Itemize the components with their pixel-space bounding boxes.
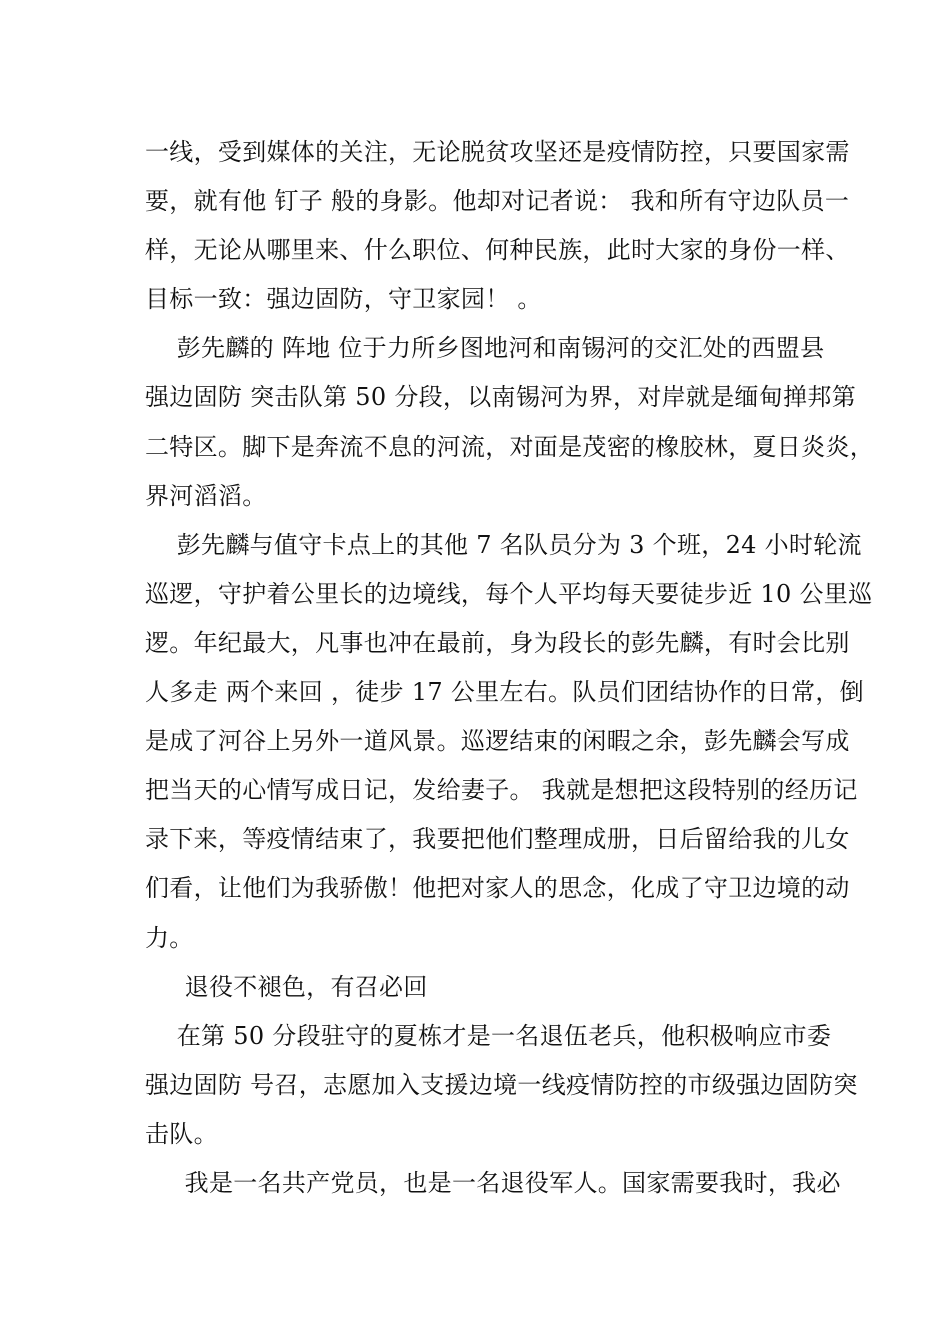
text-line: 录下来，等疫情结束了，我要把他们整理成册，日后留给我的儿女 bbox=[145, 825, 850, 854]
text-line: 在第 50 分段驻守的夏栋才是一名退伍老兵，他积极响应市委 bbox=[145, 1021, 832, 1050]
text-line: 力。 bbox=[145, 923, 194, 952]
text-line: 样，无论从哪里来、什么职位、何种民族，此时大家的身份一样、 bbox=[145, 236, 850, 265]
text-line: 人多走 两个来回 ，徒步 17 公里左右。队员们团结协作的日常，倒 bbox=[145, 678, 864, 707]
text-line: 要，就有他 钉子 般的身影。他却对记者说： 我和所有守边队员一 bbox=[145, 187, 850, 216]
text-line: 二特区。脚下是奔流不息的河流，对面是茂密的橡胶林，夏日炎炎， bbox=[145, 432, 874, 461]
text-line: 把当天的心情写成日记，发给妻子。 我就是想把这段特别的经历记 bbox=[145, 776, 858, 805]
text-line: 强边固防 号召，志愿加入支援边境一线疫情防控的市级强边固防突 bbox=[145, 1070, 858, 1099]
text-line: 彭先麟的 阵地 位于力所乡图地河和南锡河的交汇处的西盟县 bbox=[145, 334, 825, 363]
text-line: 目标一致：强边固防，守卫家园！ 。 bbox=[145, 285, 542, 314]
section-heading: 退役不褪色，有召必回 bbox=[145, 972, 428, 1001]
text-line: 一线，受到媒体的关注，无论脱贫攻坚还是疫情防控，只要国家需 bbox=[145, 138, 850, 166]
text-line: 逻。年纪最大，凡事也冲在最前，身为段长的彭先麟，有时会比别 bbox=[145, 628, 850, 657]
text-line: 我是一名共产党员，也是一名退役军人。国家需要我时，我必 bbox=[145, 1168, 841, 1197]
text-line: 彭先麟与值守卡点上的其他 7 名队员分为 3 个班，24 小时轮流 bbox=[145, 530, 862, 559]
text-line: 巡逻，守护着公里长的边境线，每个人平均每天要徒步近 10 公里巡 bbox=[145, 579, 873, 608]
text-line: 们看，让他们为我骄傲！他把对家人的思念，化成了守卫边境的动 bbox=[145, 874, 850, 903]
text-line: 击队。 bbox=[145, 1119, 218, 1148]
text-line: 强边固防 突击队第 50 分段，以南锡河为界，对岸就是缅甸掸邦第 bbox=[145, 383, 857, 412]
text-line: 是成了河谷上另外一道风景。巡逻结束的闲暇之余，彭先麟会写成 bbox=[145, 727, 850, 756]
body-text bbox=[145, 128, 874, 1208]
text-line: 界河滔滔。 bbox=[145, 481, 267, 510]
